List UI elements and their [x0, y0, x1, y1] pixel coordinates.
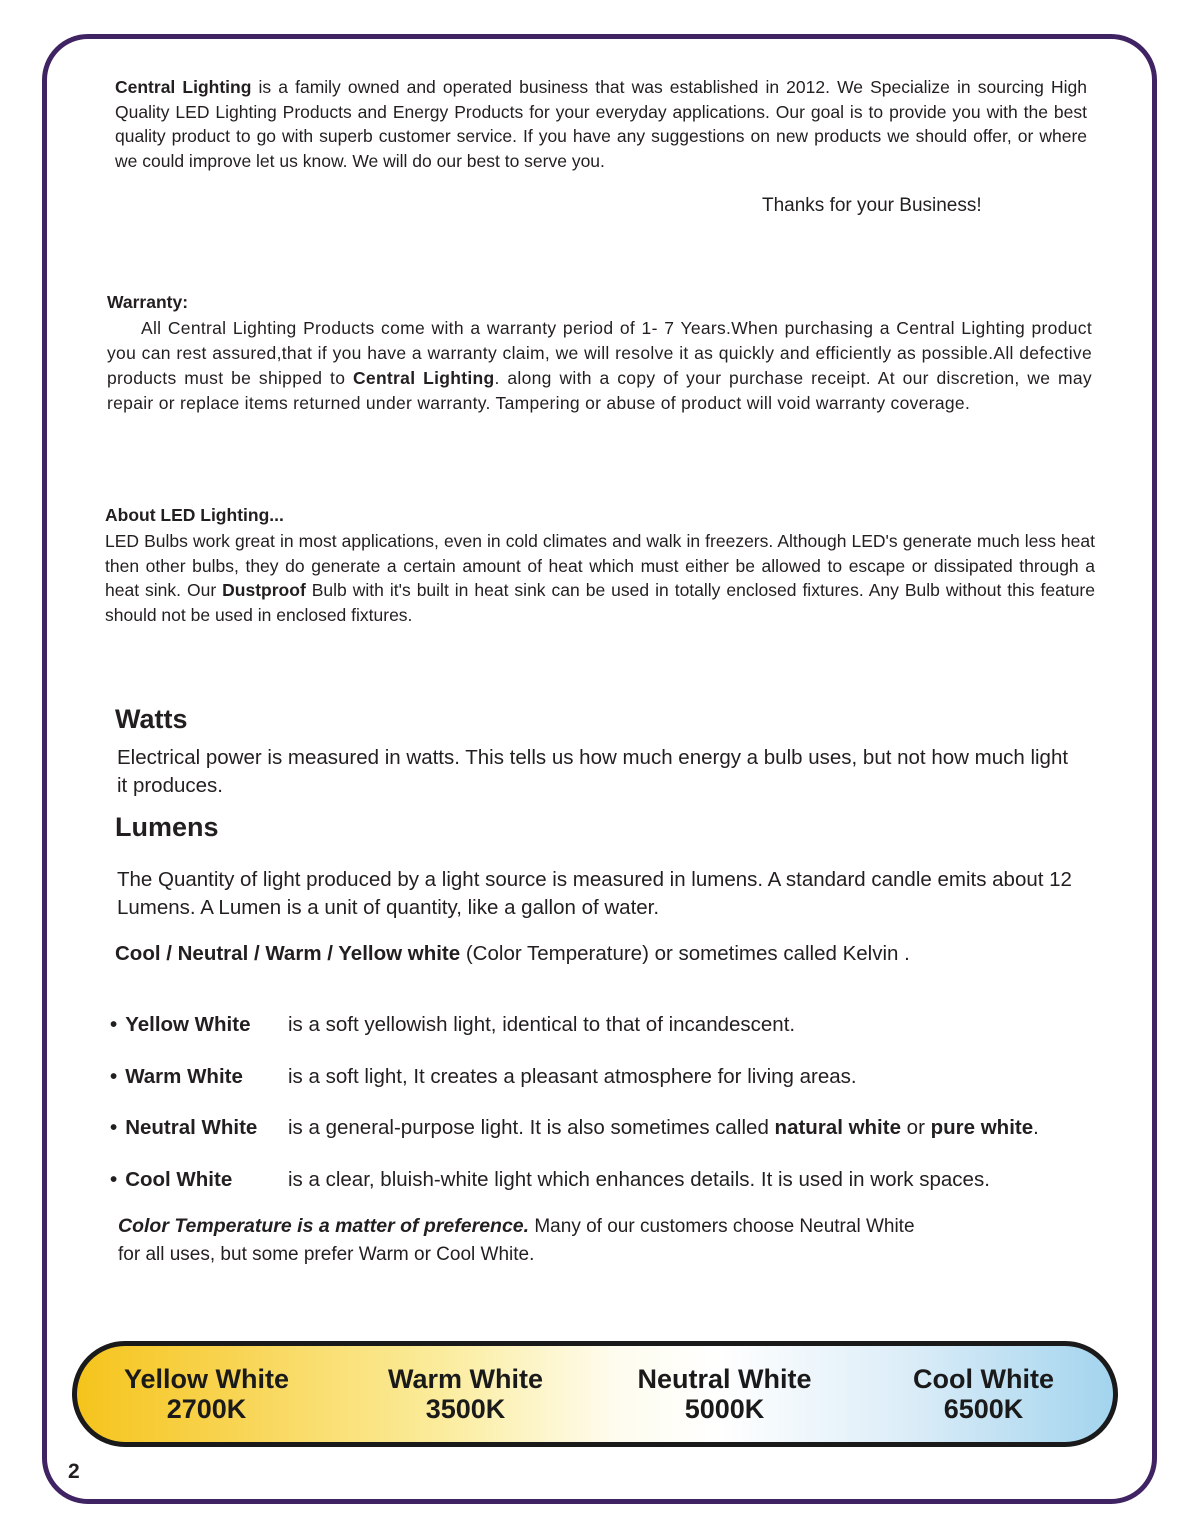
color-temperature-rest: (Color Temperature) or sometimes called Kelvin .	[460, 942, 910, 965]
preference-lead: Color Temperature is a matter of preference.	[118, 1215, 530, 1237]
temperature-name: Cool White	[913, 1364, 1054, 1394]
temperature-label-yellow-white	[77, 1364, 336, 1424]
temperature-kelvin: 2700K	[166, 1394, 247, 1424]
temperature-kelvin: 6500K	[943, 1394, 1024, 1424]
warranty-text-2: . along with a copy of your purchase receipt. At our discretion, we may repair or replace items returned under warranty. Tampering or abuse of product will void warranty coverage.	[107, 368, 1092, 413]
bullet-desc: is a soft yellowish light, identical to that of incandescent.	[288, 1013, 796, 1036]
bullet-desc: is a clear, bluish-white light which enhances details. It is used in work spaces.	[288, 1167, 990, 1191]
list-item-warm-white	[110, 1064, 1145, 1089]
white-types-list	[110, 1012, 1145, 1218]
color-temperature-line	[115, 942, 1115, 966]
list-item-cool-white	[110, 1167, 1145, 1192]
about-led-section	[105, 505, 1095, 627]
temperature-kelvin: 5000K	[684, 1394, 765, 1424]
about-led-heading: About LED Lighting...	[105, 505, 284, 525]
bullet-desc: is a soft light, It creates a pleasant atmosphere for living areas.	[288, 1064, 857, 1088]
thanks-line: Thanks for your Business!	[762, 195, 982, 216]
bullet-term: • Cool White	[110, 1167, 288, 1192]
warranty-text-1: All Central Lighting Products come with a warranty period of 1- 7 Years.When purchasing a Central Lighting product you can rest assured,that if you have a warranty claim, we will resolve it as quickly and efficiently as possible.All defective products must be shipped to	[107, 318, 1092, 388]
warranty-body	[107, 316, 1092, 416]
temperature-bar	[72, 1341, 1118, 1447]
temperature-kelvin: 3500K	[425, 1394, 506, 1424]
temperature-label-neutral-white	[595, 1364, 854, 1424]
bullet-term: • Neutral White	[110, 1115, 288, 1140]
bullet-term: • Warm White	[110, 1064, 288, 1089]
bullet-desc-text: or	[900, 1116, 931, 1139]
color-temperature-bold: Cool / Neutral / Warm / Yellow white	[115, 942, 461, 965]
brand-name: Central Lighting	[115, 77, 252, 97]
list-item-yellow-white	[110, 1012, 1145, 1037]
bullet-desc-text: .	[1033, 1116, 1039, 1139]
temperature-label-cool-white	[854, 1364, 1113, 1424]
bullet-desc	[288, 1115, 1145, 1140]
about-led-text-2: Bulb with it's built in heat sink can be used in totally enclosed fixtures. Any Bulb without this feature should not be used in enclosed fixtures.	[105, 580, 1095, 625]
bullet-desc-bold-natural-white: natural white	[774, 1116, 901, 1139]
temperature-name: Yellow White	[123, 1364, 290, 1394]
about-led-bold-dustproof: Dustproof	[222, 580, 306, 600]
temperature-name: Warm White	[388, 1364, 543, 1394]
preference-rest: Many of our customers choose Neutral White for all uses, but some prefer Warm or Cool White.	[118, 1216, 915, 1265]
intro-text: is a family owned and operated business that was established in 2012. We Specialize in sourcing High Quality LED Lighting Products and Energy Products for your everyday applications. Our goal is to provide you with the best quality product to go with superb customer service. If you have any suggestions on new products we should offer, or where we could improve let us know. We will do our best to serve you.	[115, 77, 1087, 172]
lumens-heading: Lumens	[115, 812, 219, 842]
about-led-text-1: LED Bulbs work great in most applications, even in cold climates and walk in freezers. Although LED's generate much less heat then other bulbs, they do generate a certain amount of heat which must either be allowed to escape or dissipated through a heat sink. Our	[105, 531, 1095, 600]
warranty-heading: Warranty:	[107, 292, 189, 312]
temperature-name: Neutral White	[637, 1364, 812, 1394]
temperature-label-warm-white	[336, 1364, 595, 1424]
lumens-body: The Quantity of light produced by a light source is measured in lumens. A standard candle emits about 12 Lumens. A Lumen is a unit of quantity, like a gallon of water.	[117, 868, 1072, 919]
about-led-body	[105, 529, 1095, 627]
preference-paragraph	[118, 1212, 918, 1269]
bullet-desc-bold-pure-white: pure white	[930, 1116, 1034, 1139]
intro-paragraph	[115, 75, 1087, 174]
list-item-neutral-white	[110, 1115, 1145, 1140]
warranty-bold-brand: Central Lighting	[352, 368, 495, 388]
bullet-desc-text: is a general-purpose light. It is also sometimes called	[288, 1116, 775, 1139]
watts-heading: Watts	[115, 704, 188, 734]
warranty-section	[107, 292, 1092, 416]
page-number: 2	[68, 1460, 80, 1483]
bullet-term: • Yellow White	[110, 1012, 288, 1037]
watts-body: Electrical power is measured in watts. This tells us how much energy a bulb uses, but not how much light it produces.	[117, 746, 1069, 797]
